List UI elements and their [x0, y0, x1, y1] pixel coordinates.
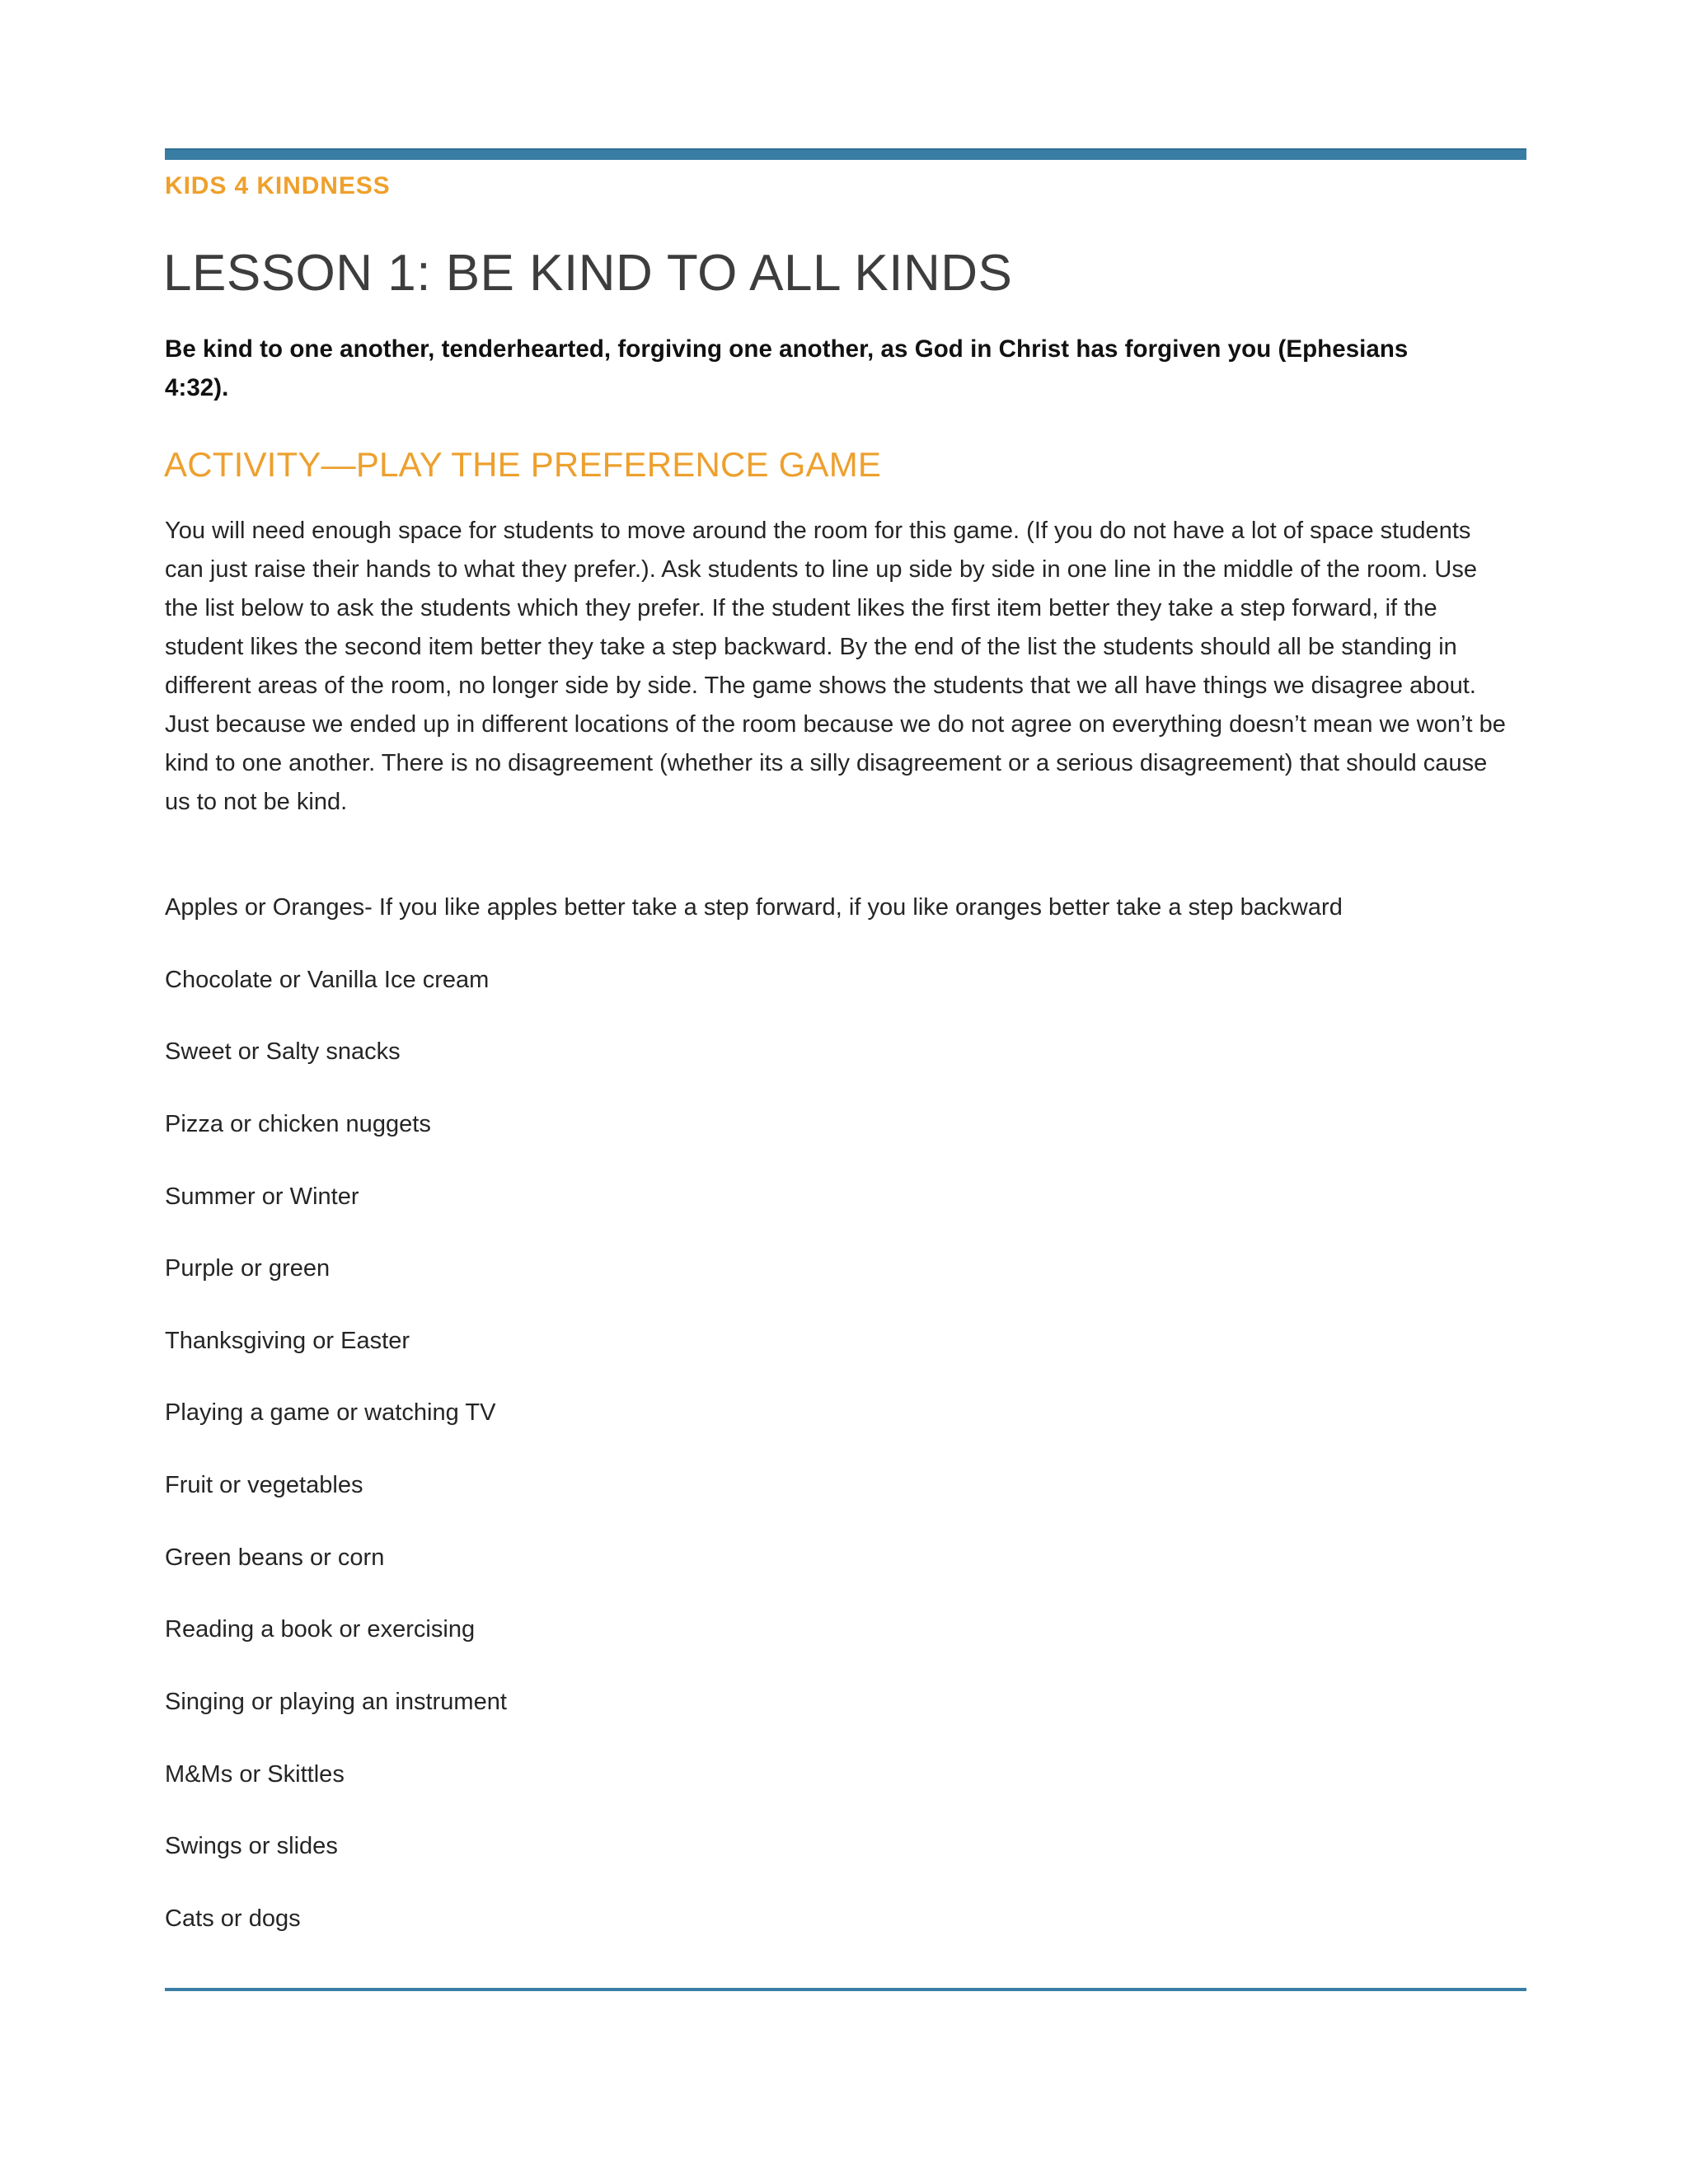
list-item: Summer or Winter [165, 1183, 359, 1210]
activity-instructions-paragraph: You will need enough space for students to move around the room for this game. (If you do not have a lot of space students can just raise their hands to what they prefer.). Ask students to line up side by side in one line in the middle of the room. Use the list below to ask the students which they prefer. If the student likes the first item better they take a step forward, if the student likes the second item better they take a step backward. By the end of the list the students should all be standing in different areas of the room, no longer side by side. The game shows the students that we all have things we disagree about. Just because we ended up in different locations of the room because we do not agree on everything doesn’t mean we won’t be kind to one another. There is no disagreement (whether its a silly disagreement or a serious disagreement) that should cause us to not be kind. [165, 518, 1506, 815]
list-item: Swings or slides [165, 1833, 338, 1860]
list-item: Reading a book or exercising [165, 1616, 476, 1643]
list-item: Green beans or corn [165, 1544, 385, 1571]
list-item: Sweet or Salty snacks [165, 1038, 401, 1066]
scripture-verse: Be kind to one another, tenderhearted, forgiving one another, as God in Christ has forgiven you (Ephesians 4:32). [165, 335, 1409, 402]
list-item: Thanksgiving or Easter [165, 1327, 410, 1354]
header-divider-rule [165, 148, 1526, 160]
list-item: Pizza or chicken nuggets [165, 1110, 431, 1137]
preference-prompt-list [165, 892, 1525, 1935]
page-title: LESSON 1: BE KIND TO ALL KINDS [163, 244, 1013, 302]
section-heading-activity: ACTIVITY—PLAY THE PREFERENCE GAME [164, 444, 882, 484]
list-item: Fruit or vegetables [165, 1472, 363, 1499]
document-kicker: KIDS 4 KINDNESS [165, 172, 391, 199]
list-item: Apples or Oranges- If you like apples better take a step forward, if you like oranges better take a step backward [165, 894, 1343, 921]
list-item: M&Ms or Skittles [165, 1760, 345, 1788]
list-item: Cats or dogs [165, 1905, 301, 1932]
list-item: Singing or playing an instrument [165, 1689, 507, 1716]
list-item: Purple or green [165, 1255, 331, 1282]
list-item: Playing a game or watching TV [165, 1399, 496, 1427]
list-item: Chocolate or Vanilla Ice cream [165, 966, 490, 993]
footer-divider-rule [165, 1988, 1526, 1991]
